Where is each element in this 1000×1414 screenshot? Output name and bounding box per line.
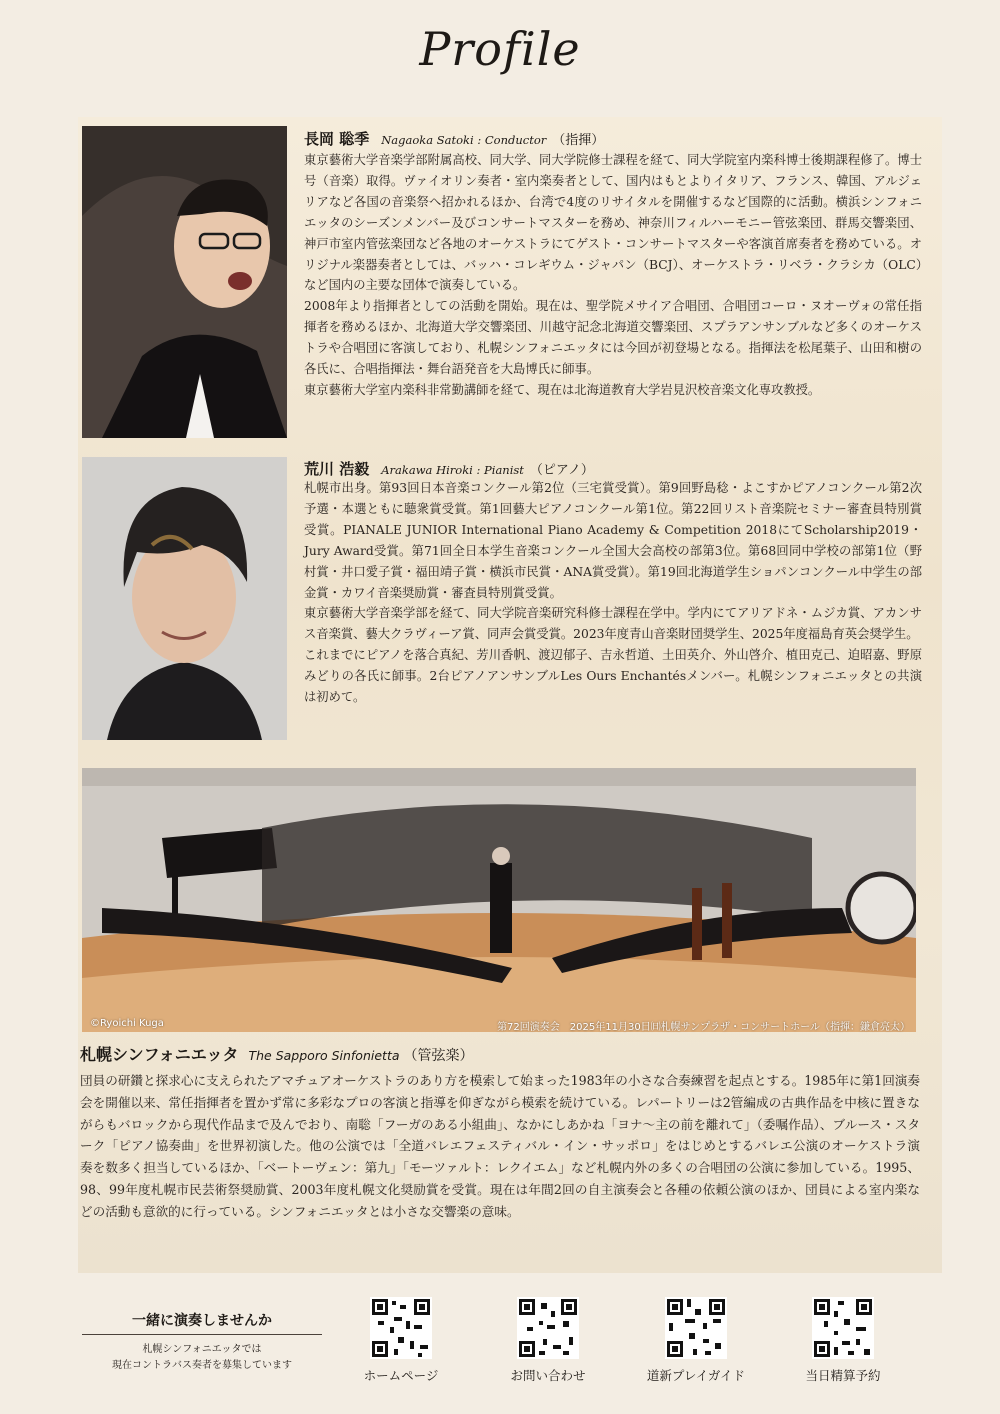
recruit-divider [82,1334,322,1335]
pianist-photo [82,457,287,740]
recruit-heading: 一緒に演奏しませんか [132,1313,272,1329]
pianist-name-ja: 荒川 浩毅 [304,460,370,478]
conductor-photo [82,126,287,438]
photo-caption: 第72回演奏会 2025年11月30日㈰札幌サンプラザ・コンサートホール（指揮：鎌倉亮太） [497,1022,910,1033]
qr-label-contact[interactable]: お問い合わせ [510,1368,586,1383]
qr-code-contact[interactable] [517,1297,579,1359]
pianist-bio-paragraph: これまでにピアノを落合真紀、芳川香帆、渡辺郁子、吉永哲道、土田英介、外山啓介、植田克己、迫昭嘉、野原みどりの各氏に師事。2台ピアノアンサンブルLes Ours Enchantésメンバー。札幌シンフォニエッタとの共演は初めて。 [304,648,922,705]
conductor-name [304,128,604,149]
orchestra-name-en: The Sapporo Sinfonietta [248,1048,400,1063]
pianist-role: （ピアノ） [529,463,594,478]
qr-code-ticket-guide[interactable] [665,1297,727,1359]
qr-label-ticket-guide[interactable]: 道新プレイガイド [646,1368,746,1383]
conductor-bio-paragraph: 2008年より指揮者としての活動を開始。現在は、聖学院メサイア合唱団、合唱団コーロ・ヌオーヴォの常任指揮者を務めるほか、北海道大学交響楽団、川越守記念北海道交響楽団、スプラアンサンブルなど多くのオーケストラや合唱団に客演しており、札幌シンフォニエッタには今回が初登場となる。指揮法を松尾葉子、山田和樹の各氏に、合唱指揮法・舞台語発音を大島博氏に師事。 [304,299,922,377]
pianist-bio-paragraph: 東京藝術大学音楽学部を経て、同大学院音楽研究科修士課程在学中。学内にてアリアドネ・ムジカ賞、アカンサス音楽賞、藝大クラヴィーア賞、同声会賞受賞。2023年度青山音楽財団奨学生、2025年度福島育英会奨学生。 [304,606,922,642]
recruit-line-1: 札幌シンフォニエッタでは [142,1344,262,1355]
conductor-role: （指揮） [552,133,605,148]
qr-label-homepage[interactable]: ホームページ [363,1368,439,1383]
page-title: Profile [419,22,581,76]
orchestra-name [80,1042,474,1065]
orchestra-description: 団員の研鑽と探求心に支えられたアマチュアオーケストラのあり方を模索して始まった1983年の小さな合奏練習を起点とする。1985年に第1回演奏会を開催以来、常任指揮者を置かず常に多彩なプロの客演と指導を仰ぎながら模索を続けている。レパートリーは2管編成の古典作品を中核に置きながらもバロックから現代作品まで及んでおり、南聡「フーガのある小組曲」、なかにしあかね「ヨナ～主の前を離れて」（委嘱作品）、ブルース・スターク「ピアノ協奏曲」を世界初演した。他の公演では「全道バレエフェスティバル・イン・サッポロ」をはじめとするバレエ公演のオーケストラ演奏を数多く担当しているほか、「ベートーヴェン：第九」「モーツァルト：レクイエム」など札幌内外の多くの合唱団の公演に参加している。1995、98、99年度札幌市民芸術祭奨励賞、2003年度札幌文化奨励賞を受賞。現在は年間2回の自主演奏会と各種の依頼公演のほか、団員による室内楽などの活動も意欲的に行っている。シンフォニエッタとは小さな交響楽の意味。 [80,1073,920,1219]
pianist-name-en: Arakawa Hiroki : Pianist [381,463,524,477]
qr-code-homepage[interactable] [370,1297,432,1359]
conductor-name-en: Nagaoka Satoki : Conductor [381,133,547,147]
conductor-name-ja: 長岡 聡季 [304,130,370,148]
orchestra-role: （管弦楽） [403,1048,474,1064]
photo-credit: ©Ryoichi Kuga [90,1018,164,1029]
conductor-bio-paragraph: 東京藝術大学室内楽科非常勤講師を経て、現在は北海道教育大学岩見沢校音楽文化専攻教授。 [304,382,821,397]
pianist-name [304,458,594,479]
orchestra-name-ja: 札幌シンフォニエッタ [80,1045,239,1064]
conductor-bio [304,150,922,401]
qr-code-reservation[interactable] [812,1297,874,1359]
orchestra-photo [82,768,916,1032]
recruit-line-2: 現在コントラバス奏者を募集しています [112,1360,292,1371]
qr-label-reservation[interactable]: 当日精算予約 [805,1368,881,1383]
pianist-bio [304,478,922,708]
pianist-bio-paragraph: 札幌市出身。第93回日本音楽コンクール第2位（三宅賞受賞）。第9回野島稔・よこすかピアノコンクール第2次予選・本選ともに聴衆賞受賞。第1回藝大ピアノコンクール第1位。第22回リスト音楽院セミナー審査員特別賞受賞。PIANALE JUNIOR International Piano Academy & Competition 2018にてScholarship2019・Jury Award受賞。第71回全日本学生音楽コンクール全国大会高校の部第3位。第68回同中学校の部第1位（野村賞・井口愛子賞・福田靖子賞・横浜市民賞・ANA賞受賞）。第19回北海道学生ショパンコンクール中学生の部金賞・カワイ音楽奨励賞・審査員特別賞受賞。 [304,481,922,600]
conductor-bio-paragraph: 東京藝術大学音楽学部附属高校、同大学、同大学院修士課程を経て、同大学院室内楽科博士後期課程修了。博士号（音楽）取得。ヴァイオリン奏者・室内楽奏者として、国内はもとよりイタリア、フランス、韓国、アルジェリアなど各国の音楽祭へ招かれるほか、台湾で4度のリサイタルを開催するなど国際的に活動。横浜シンフォニエッタのシーズンメンバー及びコンサートマスターを務め、神奈川フィルハーモニー管弦楽団、群馬交響楽団、神戸市室内管弦楽団など各地のオーケストラにてゲスト・コンサートマスターや客演首席奏者を務めている。オリジナル楽器奏者としては、バッハ・コレギウム・ジャパン（BCJ）、オーケストラ・リベラ・クラシカ（OLC）など国内の主要な団体で演奏している。 [304,153,922,293]
